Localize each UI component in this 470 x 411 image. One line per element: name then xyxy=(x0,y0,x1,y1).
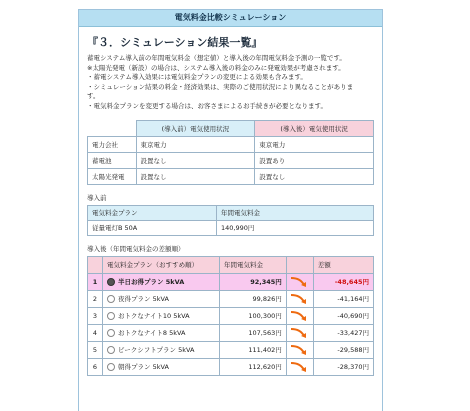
plan-name: おトクなナイト8 5kVA xyxy=(118,329,186,338)
plan-cell xyxy=(103,324,220,341)
price-difference: -33,427円 xyxy=(313,324,373,341)
plan-radio[interactable] xyxy=(107,346,115,354)
rank: 2 xyxy=(88,290,103,307)
table-header-row xyxy=(88,205,374,220)
plan-radio[interactable] xyxy=(107,312,115,320)
description-line: ・シミュレーション結果の料金・経済効果は、実際のご使用状況により異なることがありま xyxy=(87,82,354,91)
table-row xyxy=(88,136,374,152)
before-value: 東京電力 xyxy=(136,136,255,152)
plan-cell xyxy=(103,290,220,307)
row-label: 太陽光発電 xyxy=(88,168,137,184)
plan-cell xyxy=(103,358,220,375)
plan-header: 電気料金プラン xyxy=(88,205,217,220)
rank: 1 xyxy=(88,273,103,290)
plan-name: ピークシフトプラン 5kVA xyxy=(118,346,195,355)
before-plan-table xyxy=(87,205,374,236)
table-row xyxy=(88,168,374,184)
annual-fee: 112,620円 xyxy=(220,358,287,375)
graph-cell xyxy=(286,290,313,307)
price-difference: -29,588円 xyxy=(313,341,373,358)
price-difference: -48,645円 xyxy=(313,273,373,290)
description-line: ※太陽光発電（新設）の場合は、システム導入後の料金のみに発電効果が考慮されます。 xyxy=(87,63,345,72)
annual-fee: 100,300円 xyxy=(220,307,287,324)
plan-radio[interactable] xyxy=(107,363,115,371)
table-row[interactable] xyxy=(88,341,374,358)
after-section-label: 導入後（年間電気料金の差額順） xyxy=(87,244,185,253)
before-value: 設置なし xyxy=(136,152,255,168)
plan-header: 電気料金プラン（おすすめ順） xyxy=(103,256,220,273)
rank-header xyxy=(88,256,103,273)
price-difference: -28,370円 xyxy=(313,358,373,375)
after-usage-header: (導入後）電気使用状況 xyxy=(255,120,374,136)
plan-cell xyxy=(103,273,220,290)
current-fee: 140,990円 xyxy=(217,220,374,235)
annual-fee: 107,563円 xyxy=(220,324,287,341)
annual-fee: 92,345円 xyxy=(220,273,287,290)
plan-name: おトクなナイト10 5kVA xyxy=(118,312,190,321)
table-header-row xyxy=(88,256,374,273)
graph-cell xyxy=(286,324,313,341)
rank: 6 xyxy=(88,358,103,375)
graph-header xyxy=(286,256,313,273)
trend-down-icon xyxy=(289,293,309,305)
window-title: 電気料金比較シミュレーション xyxy=(79,10,382,27)
graph-cell xyxy=(286,273,313,290)
rank: 3 xyxy=(88,307,103,324)
rank: 4 xyxy=(88,324,103,341)
table-row[interactable] xyxy=(88,273,374,290)
simulation-panel xyxy=(78,9,383,411)
plan-name: 朝得プラン 5kVA xyxy=(118,363,169,372)
before-value: 設置なし xyxy=(136,168,255,184)
trend-down-icon xyxy=(289,361,309,373)
table-row[interactable] xyxy=(88,324,374,341)
before-section-label: 導入前 xyxy=(87,193,107,202)
trend-down-icon xyxy=(289,310,309,322)
table-row[interactable] xyxy=(88,290,374,307)
annual-fee: 99,826円 xyxy=(220,290,287,307)
price-difference: -41,164円 xyxy=(313,290,373,307)
after-value: 設置あり xyxy=(255,152,374,168)
table-row xyxy=(88,152,374,168)
annual-fee: 111,402円 xyxy=(220,341,287,358)
table-row xyxy=(88,220,374,235)
plan-name: 夜得プラン 5kVA xyxy=(118,295,169,304)
description-line: ・蓄電システム導入効果には電気料金プランの変更による効果も含みます。 xyxy=(87,73,307,82)
usage-comparison-table xyxy=(87,120,374,185)
before-usage-header: (導入前）電気使用状況 xyxy=(136,120,255,136)
after-value: 東京電力 xyxy=(255,136,374,152)
plan-radio[interactable] xyxy=(107,329,115,337)
graph-cell xyxy=(286,341,313,358)
after-plan-table xyxy=(87,256,374,376)
trend-down-icon xyxy=(289,276,309,288)
plan-cell xyxy=(103,307,220,324)
plan-cell xyxy=(103,341,220,358)
fee-header: 年間電気料金 xyxy=(217,205,374,220)
table-row[interactable] xyxy=(88,307,374,324)
table-header-row xyxy=(88,120,374,136)
row-label: 蓄電池 xyxy=(88,152,137,168)
graph-cell xyxy=(286,358,313,375)
rank: 5 xyxy=(88,341,103,358)
diff-header: 差額 xyxy=(313,256,373,273)
after-value: 設置なし xyxy=(255,168,374,184)
description-line: す。 xyxy=(87,92,100,101)
plan-radio[interactable] xyxy=(107,295,115,303)
trend-down-icon xyxy=(289,344,309,356)
graph-cell xyxy=(286,307,313,324)
price-difference: -40,690円 xyxy=(313,307,373,324)
description-line: ・電気料金プランを変更する場合は、お客さまによるお手続きが必要となります。 xyxy=(87,101,327,110)
plan-name: 半日お得プラン 5kVA xyxy=(118,278,185,287)
description-line: 蓄電システム導入前の年間電気料金（想定値）と導入後の年間電気料金予測の一覧です。 xyxy=(87,54,346,62)
description xyxy=(87,54,376,112)
current-plan: 従量電灯B 50A xyxy=(88,220,217,235)
empty-header-cell xyxy=(88,120,137,136)
trend-down-icon xyxy=(289,327,309,339)
page-title: 『３．シミュレーション結果一覧』 xyxy=(87,36,263,49)
row-label: 電力会社 xyxy=(88,136,137,152)
fee-header: 年間電気料金 xyxy=(220,256,287,273)
table-row[interactable] xyxy=(88,358,374,375)
plan-radio[interactable] xyxy=(107,278,115,286)
